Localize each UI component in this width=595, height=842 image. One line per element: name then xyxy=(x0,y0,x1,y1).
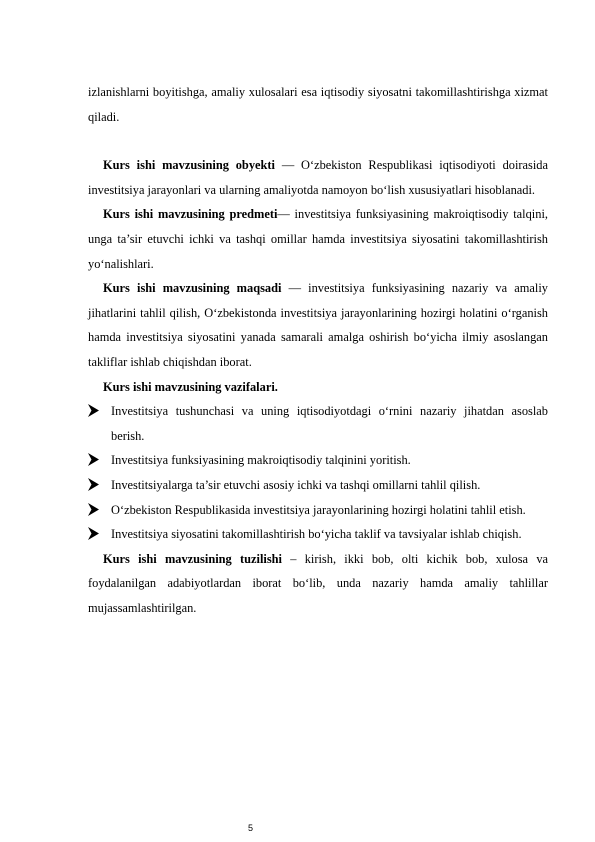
list-item: Investitsiya funksiyasining makroiqtisodiy talqinini yoritish. xyxy=(88,448,548,473)
structure-text: – kirish, ikki bob, olti kichik bob, xulosa va foydalanilgan adabiyotlardan iborat bo‘lib, unda nazariy hamda amaliy tahlillar mujassamlashtirilgan. xyxy=(88,551,549,615)
list-item: Investitsiyalarga ta’sir etuvchi asosiy ichki va tashqi omillarni tahlil qilish. xyxy=(88,473,548,498)
subject-label: Kurs ishi mavzusining predmeti xyxy=(103,207,278,222)
body-text xyxy=(88,80,548,620)
structure-paragraph xyxy=(88,547,548,621)
arrowhead-bullet-icon xyxy=(88,503,99,516)
goal-text: — investitsiya funksiyasining nazariy va amaliy jihatlarini tahlil qilish, O‘zbekistonda investitsiya jarayonlarining hozirgi holatini o‘rganish hamda investitsiya siyosatini yanada samarali amalga oshirish bo‘yicha ilmiy asoslangan takliflar ishlab chiqishdan iborat. xyxy=(88,281,548,369)
intro-continuation: izlanishlarni boyitishga, amaliy xulosalari esa iqtisodiy siyosatni takomillashtirishga xizmat qiladi. xyxy=(88,85,548,124)
list-item: O‘zbekiston Respublikasida investitsiya jarayonlarining hozirgi holatini tahlil etish. xyxy=(88,498,548,523)
structure-label: Kurs ishi mavzusining tuzilishi xyxy=(103,551,283,566)
arrowhead-bullet-icon xyxy=(88,478,99,491)
subject-text: — investitsiya funksiyasining makroiqtisodiy talqini, unga ta’sir etuvchi ichki va tashqi omillar hamda investitsiya siyosatini takomillashtirish yo‘nalishlari. xyxy=(88,207,548,271)
object-paragraph xyxy=(88,153,548,202)
list-item: Investitsiya tushunchasi va uning iqtisodiyotdagi o‘rnini nazariy jihatdan asoslab berish. xyxy=(88,399,548,448)
arrowhead-bullet-icon xyxy=(88,404,99,417)
object-label: Kurs ishi mavzusining obyekti xyxy=(103,158,275,173)
tasks-heading: Kurs ishi mavzusining vazifalari. xyxy=(103,379,278,394)
list-item: Investitsiya siyosatini takomillashtirish bo‘yicha taklif va tavsiyalar ishlab chiqish. xyxy=(88,522,548,547)
arrowhead-bullet-icon xyxy=(88,453,99,466)
goal-paragraph xyxy=(88,276,548,374)
subject-paragraph xyxy=(88,202,548,276)
goal-label: Kurs ishi mavzusining maqsadi xyxy=(103,281,282,296)
tasks-list xyxy=(88,399,548,547)
object-text: — O‘zbekiston Respublikasi iqtisodiyoti doirasida investitsiya jarayonlari va ularning amaliyotda namoyon bo‘lish xususiyatlari hisoblanadi. xyxy=(88,158,548,197)
page-number: 5 xyxy=(248,823,254,833)
arrowhead-bullet-icon xyxy=(88,527,99,540)
